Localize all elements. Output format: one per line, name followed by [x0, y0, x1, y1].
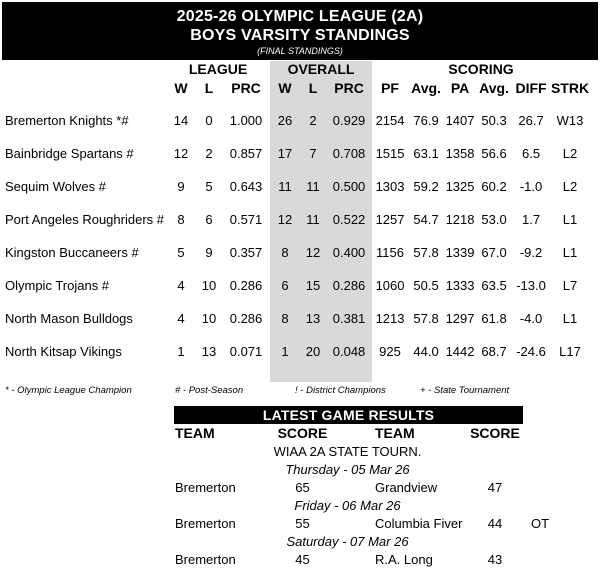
empty-cell [520, 496, 560, 514]
points-against-cell: 1339 [445, 245, 475, 260]
points-against-avg-cell: 67.0 [481, 245, 507, 260]
points-against-avg-cell: 56.6 [481, 146, 507, 161]
league-losses-cell: 10 [201, 311, 217, 326]
league-prc-cell: 0.286 [229, 278, 263, 293]
points-against-avg-cell: 50.3 [481, 113, 507, 128]
league-losses-cell: 10 [201, 278, 217, 293]
column-header-pf: PF [381, 80, 399, 96]
diff-cell: -24.6 [516, 344, 546, 359]
standings-header [0, 61, 590, 104]
game-result-row [175, 514, 560, 532]
spacer-cell [372, 368, 590, 382]
points-against-cell: 1333 [445, 278, 475, 293]
league-wins-cell: 14 [173, 113, 189, 128]
league-group-header: LEAGUE [188, 61, 248, 77]
team-name: North Kitsap Vikings [5, 344, 122, 359]
team-name: Olympic Trojans # [5, 278, 110, 293]
game-team1: Bremerton [175, 551, 236, 567]
scoring-group-header: SCORING [448, 61, 514, 77]
overall-wins-cell: 8 [270, 236, 300, 269]
game-team2: Grandview [375, 479, 438, 495]
game-score1: 65 [295, 479, 310, 495]
column-header-league-w: W [174, 80, 188, 96]
results-column-gap [330, 424, 375, 442]
column-header-overall-l: L [300, 77, 326, 104]
overall-prc-cell: 0.381 [326, 302, 372, 335]
game-team1: Bremerton [175, 515, 236, 531]
points-against-cell: 1297 [445, 311, 475, 326]
table-row [0, 170, 590, 203]
group-header-row [0, 61, 590, 77]
team-name: North Mason Bulldogs [5, 311, 133, 326]
league-prc-cell: 0.071 [229, 344, 263, 359]
game-note [520, 478, 560, 496]
overall-prc-cell: 0.522 [326, 203, 372, 236]
diff-cell: 1.7 [521, 212, 541, 227]
column-header-strk: STRK [550, 80, 590, 96]
overall-wins-cell: 11 [270, 170, 300, 203]
league-prc-cell: 0.571 [229, 212, 263, 227]
column-header-league-prc: PRC [231, 80, 261, 96]
diff-cell: -9.2 [519, 245, 543, 260]
game-score1: 45 [295, 551, 310, 567]
table-row [0, 236, 590, 269]
streak-cell: L1 [562, 212, 578, 227]
points-for-avg-cell: 57.8 [413, 245, 439, 260]
overall-losses-cell: 11 [300, 170, 326, 203]
streak-cell: L1 [562, 245, 578, 260]
empty-cell [520, 442, 560, 460]
points-against-avg-cell: 53.0 [481, 212, 507, 227]
overall-prc-cell: 0.929 [326, 104, 372, 137]
game-team2: Columbia Fiver [375, 515, 463, 531]
standings-table [0, 61, 590, 382]
overall-losses-cell: 13 [300, 302, 326, 335]
band-spacer-row [0, 368, 590, 382]
footnote-post-season: # - Post-Season [175, 385, 244, 396]
overall-wins-cell: 17 [270, 137, 300, 170]
points-for-cell: 1515 [375, 146, 405, 161]
results-rows [175, 460, 560, 568]
game-team2: R.A. Long [375, 551, 433, 567]
title-bar [2, 2, 598, 60]
team-column-spacer [0, 61, 166, 77]
column-header-league-l: L [204, 80, 214, 96]
league-prc-cell: 0.857 [229, 146, 263, 161]
diff-cell: -1.0 [519, 179, 543, 194]
game-date: Thursday - 05 Mar 26 [285, 461, 410, 477]
table-row [0, 269, 590, 302]
league-prc-cell: 0.286 [229, 311, 263, 326]
results-column-team1: TEAM [175, 425, 215, 441]
overall-wins-cell: 1 [270, 335, 300, 368]
diff-cell: 26.7 [518, 113, 544, 128]
results-header [175, 424, 560, 460]
game-date-row [175, 460, 560, 478]
league-wins-cell: 12 [173, 146, 189, 161]
league-wins-cell: 1 [177, 344, 185, 359]
tournament-section-row [175, 442, 560, 460]
points-for-cell: 1303 [375, 179, 405, 194]
table-row [0, 335, 590, 368]
points-against-cell: 1407 [445, 113, 475, 128]
overall-group-header: OVERALL [270, 61, 372, 77]
standings-page [0, 2, 600, 568]
column-header-diff: DIFF [515, 80, 547, 96]
league-wins-cell: 4 [177, 278, 185, 293]
diff-cell: -13.0 [516, 278, 546, 293]
results-column-score1: SCORE [277, 425, 328, 441]
league-wins-cell: 5 [177, 245, 185, 260]
points-for-avg-cell: 44.0 [413, 344, 439, 359]
points-against-cell: 1358 [445, 146, 475, 161]
game-result-row [175, 478, 560, 496]
points-for-avg-cell: 63.1 [413, 146, 439, 161]
overall-losses-cell: 12 [300, 236, 326, 269]
diff-cell: -4.0 [519, 311, 543, 326]
overall-losses-cell: 20 [300, 335, 326, 368]
empty-cell [330, 514, 375, 532]
results-column-note [520, 424, 560, 442]
game-date: Saturday - 07 Mar 26 [286, 533, 409, 549]
overall-prc-cell: 0.708 [326, 137, 372, 170]
results-column-team2: TEAM [375, 425, 415, 441]
final-standings-note: (FINAL STANDINGS) [257, 46, 343, 56]
tournament-name: WIAA 2A STATE TOURN. [273, 443, 422, 459]
column-header-overall-w: W [270, 77, 300, 104]
league-losses-cell: 5 [205, 179, 213, 194]
league-prc-cell: 0.643 [229, 179, 263, 194]
game-score2: 43 [487, 551, 503, 567]
game-result-row [175, 550, 560, 568]
league-prc-cell: 1.000 [229, 113, 263, 128]
streak-cell: W13 [556, 113, 584, 128]
points-for-cell: 1060 [375, 278, 405, 293]
points-against-avg-cell: 60.2 [481, 179, 507, 194]
league-wins-cell: 8 [177, 212, 185, 227]
standings-rows [0, 104, 590, 368]
table-row [0, 137, 590, 170]
league-losses-cell: 9 [205, 245, 213, 260]
table-row [0, 302, 590, 335]
results-title-bar: LATEST GAME RESULTS [174, 406, 523, 424]
spacer-cell-band [270, 368, 372, 382]
points-against-avg-cell: 61.8 [481, 311, 507, 326]
league-losses-cell: 0 [205, 113, 213, 128]
footnote-district-champions: ! - District Champions [295, 385, 386, 396]
overall-prc-cell: 0.048 [326, 335, 372, 368]
footnote-state-tournament: + - State Tournament [420, 385, 510, 396]
empty-cell [520, 460, 560, 478]
results-header-row [175, 424, 560, 442]
overall-losses-cell: 7 [300, 137, 326, 170]
points-for-cell: 1156 [376, 245, 405, 260]
team-column-spacer [0, 77, 166, 104]
game-score2: 44 [487, 515, 503, 531]
league-losses-cell: 13 [201, 344, 217, 359]
points-for-avg-cell: 50.5 [413, 278, 439, 293]
page-subtitle: BOYS VARSITY STANDINGS [190, 27, 410, 44]
team-name: Port Angeles Roughriders # [5, 212, 164, 227]
game-note: OT [530, 515, 550, 531]
game-date-row [175, 532, 560, 550]
results-table [175, 424, 560, 568]
streak-cell: L2 [562, 179, 578, 194]
game-team1: Bremerton [175, 479, 236, 495]
streak-cell: L17 [559, 344, 581, 359]
diff-cell: 6.5 [521, 146, 541, 161]
table-row [0, 203, 590, 236]
streak-cell: L1 [562, 311, 578, 326]
league-prc-cell: 0.357 [229, 245, 263, 260]
points-for-cell: 1257 [375, 212, 405, 227]
column-header-pa: PA [450, 80, 470, 96]
team-name: Bremerton Knights *# [5, 113, 129, 128]
empty-cell [330, 550, 375, 568]
empty-cell [520, 532, 560, 550]
game-date: Friday - 06 Mar 26 [294, 497, 401, 513]
points-against-avg-cell: 68.7 [481, 344, 507, 359]
column-header-pf-avg: Avg. [411, 80, 441, 96]
overall-wins-cell: 8 [270, 302, 300, 335]
column-header-overall-prc: PRC [326, 77, 372, 104]
team-name: Sequim Wolves # [5, 179, 106, 194]
league-losses-cell: 2 [205, 146, 213, 161]
game-date-row [175, 496, 560, 514]
standings-footer [0, 368, 590, 382]
points-against-cell: 1218 [445, 212, 475, 227]
points-against-cell: 1325 [445, 179, 475, 194]
overall-prc-cell: 0.500 [326, 170, 372, 203]
overall-prc-cell: 0.400 [326, 236, 372, 269]
footnote-league-champion: * - Olympic League Champion [5, 385, 132, 396]
column-header-pa-avg: Avg. [479, 80, 509, 96]
league-wins-cell: 9 [177, 179, 185, 194]
latest-game-results [0, 406, 600, 568]
game-score1: 55 [295, 515, 310, 531]
streak-cell: L7 [562, 278, 578, 293]
page-title: 2025-26 OLYMPIC LEAGUE (2A) [176, 8, 424, 25]
overall-losses-cell: 15 [300, 269, 326, 302]
points-against-avg-cell: 63.5 [481, 278, 507, 293]
overall-wins-cell: 26 [270, 104, 300, 137]
points-for-avg-cell: 76.9 [413, 113, 439, 128]
team-name: Kingston Buccaneers # [5, 245, 139, 260]
points-against-cell: 1442 [445, 344, 475, 359]
results-column-score2: SCORE [470, 425, 520, 441]
footnotes [0, 382, 600, 399]
overall-losses-cell: 11 [300, 203, 326, 236]
team-name: Bainbridge Spartans # [5, 146, 134, 161]
overall-losses-cell: 2 [300, 104, 326, 137]
points-for-cell: 925 [379, 344, 401, 359]
points-for-avg-cell: 54.7 [413, 212, 439, 227]
points-for-avg-cell: 59.2 [413, 179, 439, 194]
empty-cell [330, 478, 375, 496]
game-note [520, 550, 560, 568]
points-for-cell: 2154 [375, 113, 405, 128]
column-header-row [0, 77, 590, 104]
overall-wins-cell: 12 [270, 203, 300, 236]
league-wins-cell: 4 [177, 311, 185, 326]
spacer-cell [0, 368, 270, 382]
overall-wins-cell: 6 [270, 269, 300, 302]
league-losses-cell: 6 [205, 212, 213, 227]
game-score2: 47 [487, 479, 503, 495]
overall-prc-cell: 0.286 [326, 269, 372, 302]
points-for-cell: 1213 [375, 311, 405, 326]
table-row [0, 104, 590, 137]
streak-cell: L2 [562, 146, 578, 161]
points-for-avg-cell: 57.8 [413, 311, 439, 326]
